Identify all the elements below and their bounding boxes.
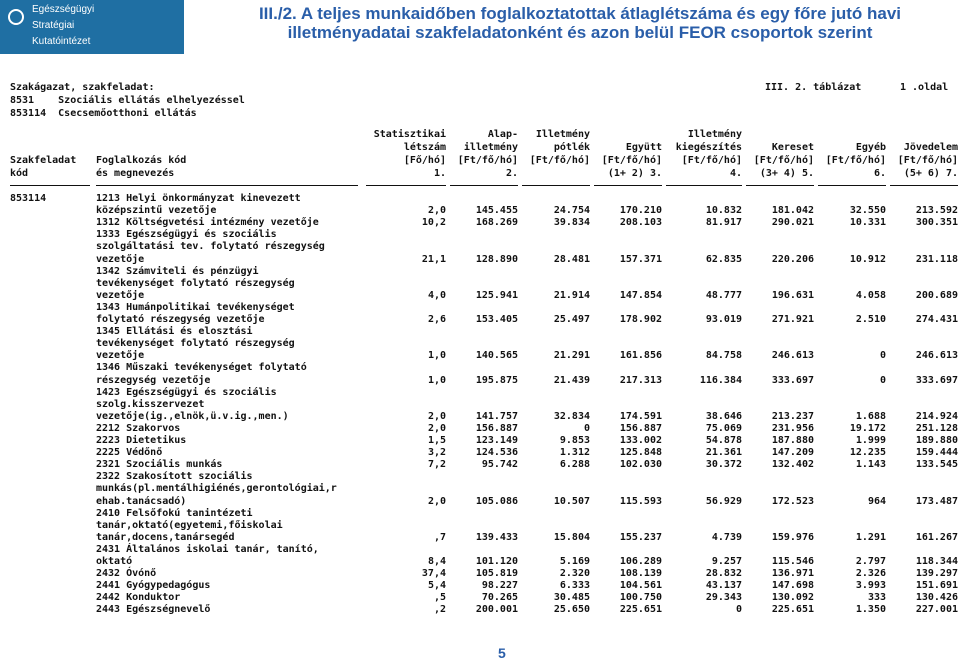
value-cell-col-2: 156.887 [475, 422, 518, 434]
value-cell-col-7: 1.143 [855, 459, 886, 471]
value-cell-col-1: 37,4 [421, 568, 446, 580]
value-cell-col-2: 70.265 [481, 592, 518, 604]
value-cell-col-2: 105.086 [475, 495, 518, 507]
value-cell-col-8: 200.689 [915, 289, 958, 301]
occupation-text: 1333 Egészségügyi és szociális [96, 229, 277, 241]
header-c5-line-4: 4. [729, 168, 742, 179]
occupation-text: folytató részegység vezetője [96, 314, 265, 325]
header-c2-line-1: Alap- [487, 129, 518, 140]
occupation-text: 1345 Ellátási és elosztási [96, 326, 253, 338]
rule-c6 [746, 185, 814, 186]
value-cell-col-6: 290.021 [771, 217, 814, 229]
value-cell-col-1: 4,0 [427, 289, 446, 301]
value-cell-col-4: 174.591 [619, 410, 662, 422]
value-cell-col-2: 124.536 [475, 447, 518, 459]
occupation-text: ehab.tanácsadó) [96, 495, 187, 507]
value-cell-col-2: 153.405 [475, 314, 518, 325]
value-cell-col-2: 168.269 [475, 217, 518, 229]
value-cell-col-1: 1,5 [427, 435, 446, 446]
task-code-line: 853114 Csecsemőotthoni ellátás [10, 108, 197, 119]
value-cell-col-5: 29.343 [705, 592, 742, 604]
rule-c7 [818, 185, 886, 186]
value-cell-col-6: 246.613 [771, 350, 814, 362]
header-c1-line-4: 1. [433, 168, 446, 179]
value-cell-col-8: 133.545 [915, 459, 958, 471]
value-cell-col-3: 25.650 [553, 604, 590, 616]
institute-logo [0, 0, 184, 54]
value-cell-col-8: 139.297 [915, 568, 958, 580]
value-cell-col-1: 3,2 [427, 447, 446, 459]
value-cell-col-8: 118.344 [915, 556, 958, 567]
occupation-text: 2432 Óvónő [96, 568, 157, 580]
title-line-2: illetményadatai szakfeladatonként és azon belül FEOR csoportok szerint [287, 23, 873, 42]
value-cell-col-4: 147.854 [619, 289, 662, 301]
header-foglalkozas: Foglalkozás kód [96, 155, 187, 166]
value-cell-col-6: 333.697 [771, 374, 814, 386]
value-cell-col-4: 170.210 [619, 205, 662, 217]
value-cell-col-4: 157.371 [619, 253, 662, 265]
value-cell-col-1: ,7 [433, 531, 446, 543]
rule-fogl [96, 185, 358, 186]
value-cell-col-1: 2,0 [427, 422, 446, 434]
value-cell-col-5: 75.069 [705, 422, 742, 434]
value-cell-col-3: 24.754 [553, 205, 590, 217]
header-c1-line-1: Statisztikai [373, 129, 446, 140]
header-c3-line-1: Illetmény [535, 129, 590, 140]
value-cell-col-3: 25.497 [553, 314, 590, 325]
value-cell-col-2: 125.941 [475, 289, 518, 301]
header-c5-line-1: Illetmény [687, 129, 742, 140]
header-c3-line-3: [Ft/fő/hó] [529, 155, 590, 166]
value-cell-col-6: 231.956 [771, 422, 814, 434]
value-cell-col-6: 159.976 [771, 531, 814, 543]
occupation-text: vezetője(ig.,elnök,ü.v.ig.,men.) [96, 410, 289, 422]
value-cell-col-6: 187.880 [771, 435, 814, 446]
value-cell-col-6: 136.971 [771, 568, 814, 580]
value-cell-col-2: 95.742 [481, 459, 518, 471]
value-cell-col-5: 81.917 [705, 217, 742, 229]
value-cell-col-3: 21.439 [553, 374, 590, 386]
value-cell-col-3: 28.481 [553, 253, 590, 265]
value-cell-col-8: 173.487 [915, 495, 958, 507]
title-line-1: III./2. A teljes munkaidőben foglalkoztatottak átlaglétszáma és egy főre jutó havi [258, 4, 902, 23]
header-c8-line-2: Jövedelem [903, 142, 958, 153]
header-c1-line-2: létszám [403, 142, 446, 153]
value-cell-col-4: 106.289 [619, 556, 662, 567]
value-cell-col-5: 10.832 [705, 205, 742, 217]
occupation-text: 1342 Számviteli és pénzügyi [96, 265, 259, 277]
value-cell-col-1: 5,4 [427, 580, 446, 592]
value-cell-col-5: 21.361 [705, 447, 742, 459]
value-cell-col-5: 116.384 [699, 374, 742, 386]
header-c3-line-2: pótlék [553, 142, 590, 153]
value-cell-col-7: 964 [867, 495, 886, 507]
value-cell-col-5: 4.739 [711, 531, 742, 543]
value-cell-col-1: 2,0 [427, 410, 446, 422]
header-kod: kód [10, 168, 29, 179]
value-cell-col-4: 108.139 [619, 568, 662, 580]
value-cell-col-8: 231.118 [915, 253, 958, 265]
value-cell-col-2: 139.433 [475, 531, 518, 543]
value-cell-col-7: 3.993 [855, 580, 886, 592]
value-cell-col-5: 28.832 [705, 568, 742, 580]
value-cell-col-4: 125.848 [619, 447, 662, 459]
value-cell-col-3: 39.834 [553, 217, 590, 229]
value-cell-col-6: 172.523 [771, 495, 814, 507]
value-cell-col-5: 9.257 [711, 556, 742, 567]
value-cell-col-7: 19.172 [849, 422, 886, 434]
occupation-text: 2223 Dietetikus [96, 435, 187, 446]
occupation-text: 2212 Szakorvos [96, 422, 181, 434]
value-cell-col-6: 130.092 [771, 592, 814, 604]
value-cell-col-7: 4.058 [855, 289, 886, 301]
value-cell-col-7: 333 [867, 592, 886, 604]
value-cell-col-2: 140.565 [475, 350, 518, 362]
value-cell-col-6: 271.921 [771, 314, 814, 325]
header-c4-line-3: [Ft/fő/hó] [601, 155, 662, 166]
value-cell-col-7: 1.350 [855, 604, 886, 616]
value-cell-col-5: 56.929 [705, 495, 742, 507]
logo-line-3: Kutatóintézet [32, 36, 91, 47]
header-c5-line-3: [Ft/fő/hó] [681, 155, 742, 166]
value-cell-col-8: 246.613 [915, 350, 958, 362]
value-cell-col-7: 10.912 [849, 253, 886, 265]
value-cell-col-5: 62.835 [705, 253, 742, 265]
occupation-text: 1423 Egészségügyi és szociális [96, 386, 277, 398]
rule-c2 [450, 185, 518, 186]
value-cell-col-6: 147.209 [771, 447, 814, 459]
value-cell-col-4: 208.103 [619, 217, 662, 229]
occupation-text: 2225 Védőnő [96, 447, 163, 459]
value-cell-col-8: 189.880 [915, 435, 958, 446]
value-cell-col-8: 300.351 [915, 217, 958, 229]
value-cell-col-3: 21.914 [553, 289, 590, 301]
value-cell-col-1: 2,0 [427, 205, 446, 217]
header-c7-line-3: [Ft/fő/hó] [825, 155, 886, 166]
value-cell-col-3: 5.169 [559, 556, 590, 567]
value-cell-col-2: 101.120 [475, 556, 518, 567]
value-cell-col-4: 100.750 [619, 592, 662, 604]
value-cell-col-6: 213.237 [771, 410, 814, 422]
header-c6-line-2: Kereset [771, 142, 814, 153]
value-cell-col-1: ,5 [433, 592, 446, 604]
occupation-text: 2441 Gyógypedagógus [96, 580, 211, 592]
value-cell-col-6: 225.651 [771, 604, 814, 616]
value-cell-col-2: 200.001 [475, 604, 518, 616]
value-cell-col-7: 1.291 [855, 531, 886, 543]
value-cell-col-3: 30.485 [553, 592, 590, 604]
value-cell-col-8: 130.426 [915, 592, 958, 604]
page-label: 1 .oldal [900, 82, 949, 93]
value-cell-col-7: 0 [879, 350, 886, 362]
occupation-text: középszintű vezetője [96, 205, 217, 217]
value-cell-col-7: 2.797 [855, 556, 886, 567]
value-cell-col-7: 32.550 [849, 205, 886, 217]
header-c8-line-3: [Ft/fő/hó] [897, 155, 958, 166]
occupation-text: 1213 Helyi önkormányzat kinevezett [96, 193, 301, 204]
occupation-text: tevékenységet folytató részegység [96, 277, 295, 289]
occupation-text: tanár,oktató(egyetemi,főiskolai [96, 519, 283, 531]
rule-szak [10, 185, 90, 186]
occupation-text: 2321 Szociális munkás [96, 459, 223, 471]
value-cell-col-8: 333.697 [915, 374, 958, 386]
header-megnevezes: és megnevezés [96, 168, 175, 179]
page-number: 5 [498, 645, 506, 661]
table-number: III. 2. táblázat [765, 82, 862, 93]
value-cell-col-5: 84.758 [705, 350, 742, 362]
page-title [200, 4, 960, 42]
occupation-text: oktató [96, 556, 133, 567]
value-cell-col-8: 214.924 [915, 410, 958, 422]
value-cell-col-2: 145.455 [475, 205, 518, 217]
rule-c1 [366, 185, 446, 186]
occupation-text: 1346 Műszaki tevékenységet folytató [96, 362, 307, 374]
value-cell-col-8: 151.691 [915, 580, 958, 592]
value-cell-col-1: ,2 [433, 604, 446, 616]
value-cell-col-3: 10.507 [553, 495, 590, 507]
value-cell-col-4: 225.651 [619, 604, 662, 616]
rule-c3 [522, 185, 590, 186]
occupation-text: munkás(pl.mentálhigiénés,gerontológiai,r [96, 483, 337, 495]
value-cell-col-4: 115.593 [619, 495, 662, 507]
value-cell-col-3: 6.333 [559, 580, 590, 592]
occupation-text: 2322 Szakosított szociális [96, 471, 253, 483]
rule-c8 [890, 185, 958, 186]
value-cell-col-3: 21.291 [553, 350, 590, 362]
value-cell-col-8: 274.431 [915, 314, 958, 325]
header-c8-line-4: (5+ 6) 7. [903, 168, 958, 179]
value-cell-col-4: 155.237 [619, 531, 662, 543]
value-cell-col-3: 6.288 [559, 459, 590, 471]
value-cell-col-5: 30.372 [705, 459, 742, 471]
value-cell-col-3: 1.312 [559, 447, 590, 459]
szakfeladat-code: 853114 [10, 193, 47, 204]
occupation-text: 1312 Költségvetési intézmény vezetője [96, 217, 319, 229]
value-cell-col-1: 8,4 [427, 556, 446, 567]
value-cell-col-3: 15.804 [553, 531, 590, 543]
value-cell-col-6: 147.698 [771, 580, 814, 592]
value-cell-col-3: 32.834 [553, 410, 590, 422]
sector-label: Szakágazat, szakfeladat: [10, 82, 155, 93]
value-cell-col-2: 123.149 [475, 435, 518, 446]
header-c2-line-4: 2. [505, 168, 518, 179]
value-cell-col-4: 178.902 [619, 314, 662, 325]
occupation-text: szolgáltatási tev. folytató részegység [96, 241, 325, 253]
occupation-text: 2431 Általános iskolai tanár, tanító, [96, 543, 319, 555]
value-cell-col-1: 1,0 [427, 350, 446, 362]
sector-code-line: 8531 Szociális ellátás elhelyezéssel [10, 95, 245, 106]
occupation-text: tanár,docens,tanársegéd [96, 531, 235, 543]
value-cell-col-4: 104.561 [619, 580, 662, 592]
occupation-text: vezetője [96, 289, 145, 301]
value-cell-col-5: 93.019 [705, 314, 742, 325]
header-c6-line-4: (3+ 4) 5. [759, 168, 814, 179]
value-cell-col-2: 98.227 [481, 580, 518, 592]
value-cell-col-4: 217.313 [619, 374, 662, 386]
value-cell-col-7: 1.999 [855, 435, 886, 446]
value-cell-col-5: 54.878 [705, 435, 742, 446]
header-c7-line-4: 6. [873, 168, 886, 179]
value-cell-col-6: 181.042 [771, 205, 814, 217]
value-cell-col-4: 133.002 [619, 435, 662, 446]
occupation-text: szolg.kisszervezet [96, 398, 205, 410]
header-c1-line-3: [Fő/hó] [403, 155, 446, 166]
value-cell-col-8: 161.267 [915, 531, 958, 543]
value-cell-col-7: 10.331 [849, 217, 886, 229]
occupation-text: vezetője [96, 253, 145, 265]
occupation-text: részegység vezetője [96, 374, 211, 386]
value-cell-col-6: 220.206 [771, 253, 814, 265]
occupation-text: 2410 Felsőfokú tanintézeti [96, 507, 253, 519]
value-cell-col-2: 128.890 [475, 253, 518, 265]
occupation-text: 2443 Egészségnevelő [96, 604, 211, 616]
header-c4-line-2: Együtt [625, 142, 662, 153]
value-cell-col-4: 161.856 [619, 350, 662, 362]
occupation-text: vezetője [96, 350, 145, 362]
header-c5-line-2: kiegészítés [675, 142, 742, 153]
value-cell-col-8: 159.444 [915, 447, 958, 459]
value-cell-col-1: 21,1 [421, 253, 446, 265]
value-cell-col-8: 251.128 [915, 422, 958, 434]
header-c7-line-2: Egyéb [855, 142, 886, 153]
value-cell-col-3: 0 [583, 422, 590, 434]
header-szakfeladat: Szakfeladat [10, 155, 77, 166]
header-c4-line-4: (1+ 2) 3. [607, 168, 662, 179]
value-cell-col-6: 132.402 [771, 459, 814, 471]
value-cell-col-1: 7,2 [427, 459, 446, 471]
value-cell-col-7: 1.688 [855, 410, 886, 422]
rule-c4 [594, 185, 662, 186]
value-cell-col-7: 12.235 [849, 447, 886, 459]
value-cell-col-4: 156.887 [619, 422, 662, 434]
header-c2-line-2: illetmény [463, 142, 518, 153]
value-cell-col-3: 9.853 [559, 435, 590, 446]
occupation-text: 2442 Konduktor [96, 592, 181, 604]
value-cell-col-5: 0 [735, 604, 742, 616]
value-cell-col-7: 2.510 [855, 314, 886, 325]
value-cell-col-6: 196.631 [771, 289, 814, 301]
occupation-text: 1343 Humánpolitikai tevékenységet [96, 301, 295, 313]
logo-line-2: Stratégiai [32, 20, 75, 31]
value-cell-col-1: 2,6 [427, 314, 446, 325]
value-cell-col-5: 38.646 [705, 410, 742, 422]
value-cell-col-6: 115.546 [771, 556, 814, 567]
rule-c5 [666, 185, 742, 186]
occupation-text: tevékenységet folytató részegység [96, 338, 295, 350]
header-c2-line-3: [Ft/fő/hó] [457, 155, 518, 166]
value-cell-col-2: 195.875 [475, 374, 518, 386]
logo-line-1: Egészségügyi [32, 4, 95, 15]
value-cell-col-1: 1,0 [427, 374, 446, 386]
header-c6-line-3: [Ft/fő/hó] [753, 155, 814, 166]
value-cell-col-2: 141.757 [475, 410, 518, 422]
value-cell-col-5: 43.137 [705, 580, 742, 592]
value-cell-col-5: 48.777 [705, 289, 742, 301]
value-cell-col-2: 105.819 [475, 568, 518, 580]
value-cell-col-3: 2.320 [559, 568, 590, 580]
value-cell-col-8: 227.001 [915, 604, 958, 616]
value-cell-col-7: 0 [879, 374, 886, 386]
logo-emblem-icon [8, 9, 24, 25]
value-cell-col-7: 2.326 [855, 568, 886, 580]
value-cell-col-1: 10,2 [421, 217, 446, 229]
value-cell-col-4: 102.030 [619, 459, 662, 471]
value-cell-col-8: 213.592 [915, 205, 958, 217]
value-cell-col-1: 2,0 [427, 495, 446, 507]
